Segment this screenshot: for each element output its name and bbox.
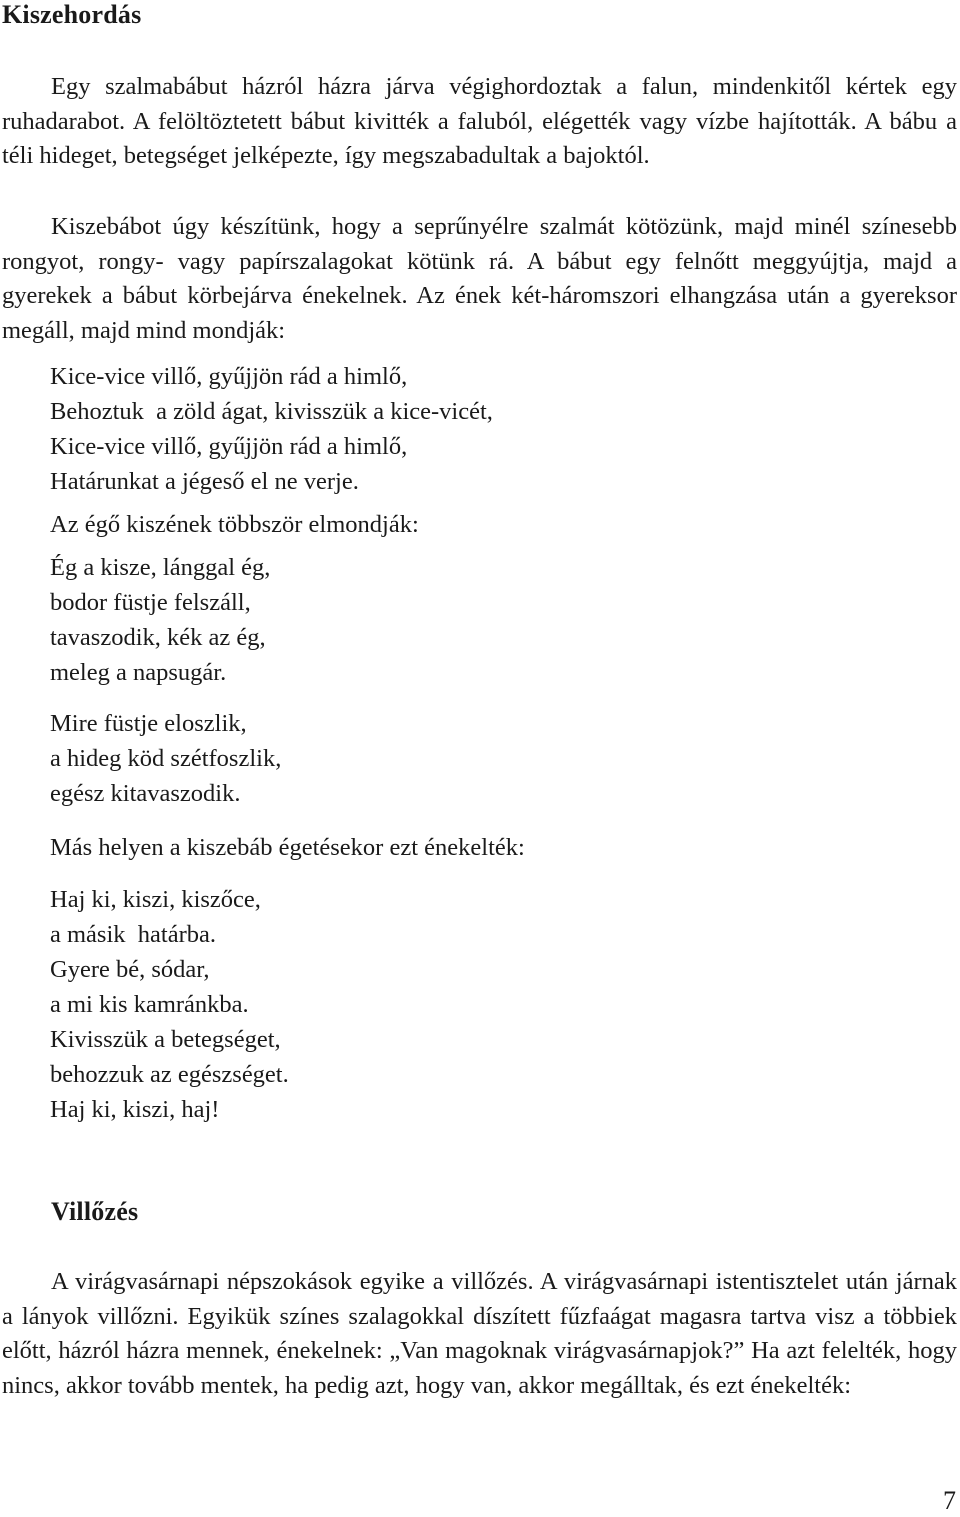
verse-line: Haj ki, kiszi, kiszőce, [50,886,261,913]
verse-line: meleg a napsugár. [50,659,227,686]
verse-line: Ég a kisze, lánggal ég, [50,554,271,581]
verse-block [50,882,289,1127]
verse-block [50,550,270,690]
verse-line: Kice-vice villő, gyűjjön rád a himlő, [50,433,408,460]
verse-line: Határunkat a jégeső el ne verje. [50,468,359,495]
verse-line: Mire füstje eloszlik, [50,710,247,737]
verse-line: behozzuk az egészséget. [50,1061,289,1088]
verse-line: Gyere bé, sódar, [50,956,210,983]
paragraph: Kiszebábot úgy készítünk, hogy a seprűnyélre szalmát kötözünk, majd minél színesebb rongyot, rongy- vagy papírszalagokat kötünk rá. A bábut egy felnőtt meggyújtja, majd a gyerekek a bábut körbejárva énekelnek. Az ének két-háromszori elhangzása után a gyereksor megáll, majd mind mondják: [2,213,957,344]
verse-line: Behoztuk a zöld ágat, kivisszük a kice-vicét, [50,398,493,425]
page-number: 7 [943,1486,956,1515]
verse-line: tavaszodik, kék az ég, [50,624,266,651]
section-title-kiszehordas: Kiszehordás [2,0,142,29]
verse-line: bodor füstje felszáll, [50,589,251,616]
verse-line: a másik határba. [50,921,216,948]
verse-line: Kice-vice villő, gyűjjön rád a himlő, [50,363,408,390]
verse-intro: Az égő kiszének többször elmondják: [50,511,419,538]
verse-block [50,359,493,499]
section-title-villozes: Villőzés [51,1197,139,1226]
verse-line: Haj ki, kiszi, haj! [50,1096,220,1123]
verse-block [50,706,281,811]
paragraph: Egy szalmabábut házról házra járva végighordoztak a falun, mindenkitől kértek egy ruhadarabot. A felöltöztetett bábut kivitték a faluból, elégették vagy vízbe hajították. A bábu a téli hideget, betegséget jelképezte, így megszabadultak a bajoktól. [2,73,957,169]
verse-line: a mi kis kamránkba. [50,991,249,1018]
paragraph: A virágvasárnapi népszokások egyike a villőzés. A virágvasárnapi istentisztelet után járnak a lányok villőzni. Egyikük színes szalagokkal díszített fűzfaágat magasra tartva visz a többiek előtt, házról házra mennek, énekelnek: „Van magoknak virágvasárnapjok?” Ha azt felelték, hogy nincs, akkor tovább mentek, ha pedig azt, hogy van, akkor megálltak, és ezt énekelték: [2,1268,957,1399]
verse-line: egész kitavaszodik. [50,780,241,807]
verse-line: a hideg köd szétfoszlik, [50,745,282,772]
verse-line: Kivisszük a betegséget, [50,1026,281,1053]
verse-intro: Más helyen a kiszebáb égetésekor ezt énekelték: [50,834,525,861]
